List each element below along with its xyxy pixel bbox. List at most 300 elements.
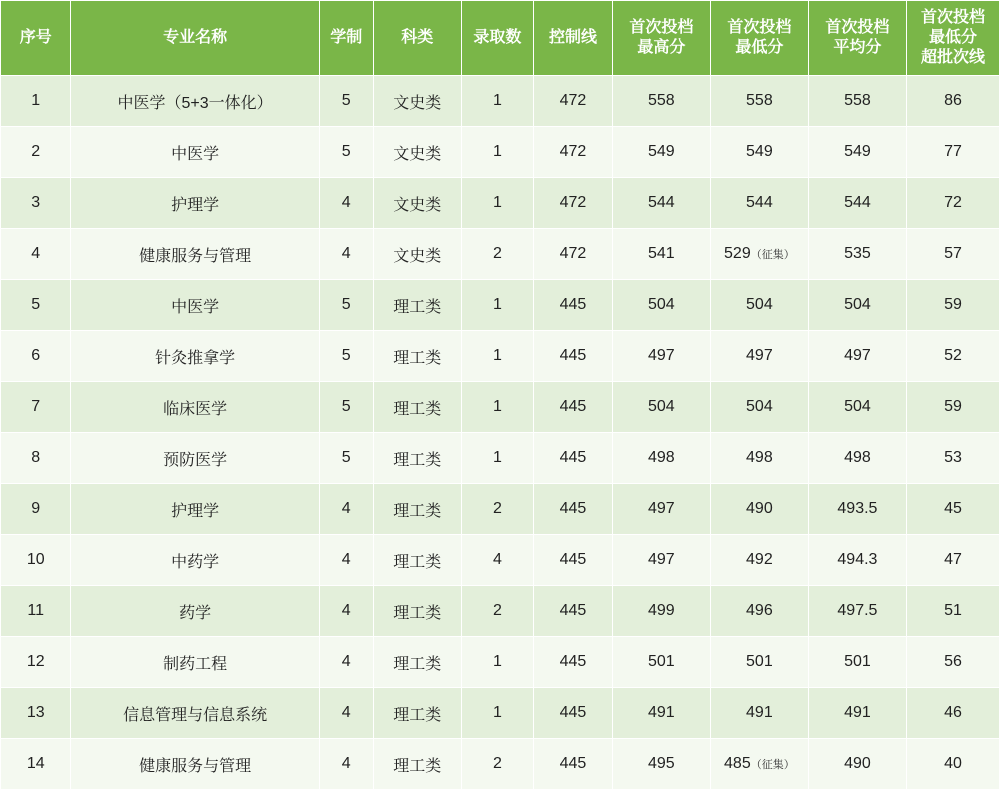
column-header-index: [1, 1, 71, 76]
cell-major: [71, 280, 319, 331]
cell-index: [1, 637, 71, 688]
cell-control-line: [534, 331, 613, 382]
cell-avg-score-value: 491: [844, 704, 871, 721]
cell-index-value: 6: [31, 347, 41, 364]
column-header-line: 学制: [330, 29, 363, 46]
cell-length: [319, 586, 373, 637]
cell-min-score-value: 544: [746, 194, 773, 211]
cell-length-value: 5: [341, 347, 351, 364]
cell-index: [1, 739, 71, 790]
cell-count-value: 1: [492, 704, 502, 721]
cell-category: [373, 739, 461, 790]
cell-control-line: [534, 433, 613, 484]
cell-min-score: [710, 739, 808, 790]
cell-avg-score: [808, 331, 906, 382]
cell-min-score-value: 549: [746, 143, 773, 160]
cell-index-value: 12: [26, 653, 45, 670]
cell-category-value: 理工类: [393, 502, 442, 520]
column-header-line: 专业名称: [163, 29, 228, 46]
cell-index: [1, 280, 71, 331]
cell-category: [373, 178, 461, 229]
cell-max-score: [612, 637, 710, 688]
cell-count: [461, 127, 534, 178]
column-header-length: [319, 1, 373, 76]
cell-avg-score: [808, 280, 906, 331]
cell-count: [461, 76, 534, 127]
column-header-line: 最高分: [637, 39, 686, 56]
cell-max-score: [612, 586, 710, 637]
cell-over-line-value: 45: [944, 500, 962, 517]
cell-count: [461, 229, 534, 280]
table-body: [1, 76, 1000, 790]
cell-over-line-value: 46: [944, 704, 962, 721]
column-header-line: 首次投档: [727, 19, 792, 36]
cell-min-score-note: （征集）: [750, 759, 795, 771]
cell-min-score-value: 490: [746, 500, 773, 517]
cell-avg-score: [808, 637, 906, 688]
cell-max-score: [612, 484, 710, 535]
cell-max-score: [612, 382, 710, 433]
cell-max-score-value: 497: [647, 500, 675, 517]
cell-control-line: [534, 688, 613, 739]
table-row: [1, 382, 1000, 433]
cell-major: [71, 76, 319, 127]
cell-category-value: 理工类: [393, 400, 442, 418]
cell-max-score-value: 504: [647, 296, 675, 313]
cell-index: [1, 382, 71, 433]
cell-control-line-value: 445: [559, 653, 587, 670]
cell-over-line-value: 77: [944, 143, 962, 160]
cell-index: [1, 331, 71, 382]
table-row: [1, 535, 1000, 586]
cell-length: [319, 331, 373, 382]
column-header-line: 超批次线: [920, 49, 985, 66]
cell-category: [373, 76, 461, 127]
cell-avg-score-value: 490: [844, 755, 871, 772]
cell-min-score: [710, 280, 808, 331]
cell-min-score-value: 558: [746, 92, 773, 109]
cell-control-line-value: 472: [559, 92, 587, 109]
cell-min-score-value: 504: [746, 296, 773, 313]
cell-control-line-value: 445: [559, 398, 587, 415]
cell-over-line: [906, 331, 999, 382]
cell-major: [71, 331, 319, 382]
column-header-avg-score: [808, 1, 906, 76]
cell-max-score-value: 541: [647, 245, 675, 262]
cell-min-score: [710, 637, 808, 688]
cell-over-line: [906, 280, 999, 331]
cell-control-line: [534, 280, 613, 331]
cell-index: [1, 688, 71, 739]
cell-over-line-value: 72: [944, 194, 962, 211]
cell-avg-score-value: 535: [844, 245, 871, 262]
cell-max-score-value: 499: [647, 602, 675, 619]
cell-max-score: [612, 280, 710, 331]
cell-category-value: 文史类: [393, 94, 442, 112]
cell-index: [1, 484, 71, 535]
column-header-line: 控制线: [548, 29, 597, 46]
cell-control-line-value: 472: [559, 245, 587, 262]
column-header-line: 最低分: [928, 29, 977, 46]
cell-category-value: 理工类: [393, 451, 442, 469]
column-header-line: 科类: [401, 29, 434, 46]
cell-count-value: 1: [492, 296, 502, 313]
cell-avg-score-value: 497: [844, 347, 871, 364]
cell-avg-score-value: 544: [844, 194, 871, 211]
cell-index-value: 14: [26, 755, 45, 772]
cell-max-score-value: 549: [647, 143, 675, 160]
cell-over-line: [906, 739, 999, 790]
cell-max-score-value: 501: [647, 653, 675, 670]
cell-count-value: 2: [492, 602, 502, 619]
cell-count-value: 1: [492, 92, 502, 109]
cell-index-value: 1: [31, 92, 41, 109]
cell-category-value: 理工类: [393, 604, 442, 622]
column-header-line: 录取数: [473, 29, 522, 46]
cell-avg-score-value: 501: [844, 653, 871, 670]
cell-avg-score: [808, 433, 906, 484]
cell-min-score-value: 504: [746, 398, 773, 415]
cell-major-value: 中医学: [171, 145, 220, 163]
cell-length-value: 4: [341, 245, 351, 262]
cell-min-score-value: 501: [746, 653, 773, 670]
cell-length: [319, 127, 373, 178]
cell-length-value: 5: [341, 296, 351, 313]
cell-length: [319, 280, 373, 331]
column-header-major: [71, 1, 319, 76]
cell-max-score-value: 558: [647, 92, 675, 109]
cell-max-score-value: 495: [647, 755, 675, 772]
cell-count-value: 1: [492, 143, 502, 160]
cell-length-value: 4: [341, 500, 351, 517]
cell-index: [1, 178, 71, 229]
cell-length-value: 4: [341, 653, 351, 670]
cell-length: [319, 178, 373, 229]
cell-control-line: [534, 535, 613, 586]
cell-max-score-value: 497: [647, 551, 675, 568]
cell-category-value: 文史类: [393, 196, 442, 214]
cell-control-line: [534, 127, 613, 178]
cell-major-value: 中药学: [171, 553, 220, 571]
cell-count: [461, 331, 534, 382]
cell-control-line-value: 445: [559, 602, 587, 619]
column-header-over-line: [906, 1, 999, 76]
column-header-count: [461, 1, 534, 76]
cell-length: [319, 535, 373, 586]
cell-index-value: 9: [31, 500, 41, 517]
cell-avg-score: [808, 178, 906, 229]
cell-length-value: 4: [341, 551, 351, 568]
cell-min-score: [710, 433, 808, 484]
cell-count-value: 1: [492, 449, 502, 466]
cell-control-line: [534, 382, 613, 433]
cell-control-line-value: 445: [559, 500, 587, 517]
cell-category-value: 理工类: [393, 553, 442, 571]
cell-over-line: [906, 688, 999, 739]
cell-category: [373, 433, 461, 484]
column-header-line: 首次投档: [825, 19, 890, 36]
cell-category: [373, 331, 461, 382]
cell-max-score: [612, 331, 710, 382]
table-row: [1, 280, 1000, 331]
cell-max-score-value: 504: [647, 398, 675, 415]
cell-over-line: [906, 127, 999, 178]
cell-over-line-value: 53: [944, 449, 962, 466]
cell-over-line: [906, 535, 999, 586]
cell-index-value: 3: [31, 194, 41, 211]
cell-category: [373, 688, 461, 739]
cell-count-value: 2: [492, 245, 502, 262]
cell-count: [461, 688, 534, 739]
cell-count-value: 1: [492, 653, 502, 670]
column-header-line: 最低分: [735, 39, 784, 56]
cell-count-value: 2: [492, 500, 502, 517]
cell-avg-score: [808, 382, 906, 433]
cell-avg-score-value: 494.3: [837, 551, 878, 568]
cell-major: [71, 739, 319, 790]
cell-min-score: [710, 229, 808, 280]
cell-max-score-value: 497: [647, 347, 675, 364]
cell-over-line-value: 51: [944, 602, 962, 619]
cell-min-score: [710, 484, 808, 535]
cell-major-value: 护理学: [171, 502, 220, 520]
cell-control-line-value: 445: [559, 347, 587, 364]
cell-max-score: [612, 178, 710, 229]
cell-count-value: 2: [492, 755, 502, 772]
cell-major: [71, 586, 319, 637]
cell-length-value: 4: [341, 602, 351, 619]
cell-control-line-value: 445: [559, 551, 587, 568]
cell-count-value: 1: [492, 194, 502, 211]
cell-category: [373, 484, 461, 535]
cell-max-score-value: 491: [647, 704, 675, 721]
cell-length-value: 5: [341, 92, 351, 109]
cell-index-value: 11: [27, 602, 45, 619]
cell-length-value: 5: [341, 398, 351, 415]
cell-min-score-value: 496: [746, 602, 773, 619]
cell-category: [373, 535, 461, 586]
cell-min-score: [710, 127, 808, 178]
column-header-min-score: [710, 1, 808, 76]
cell-major-value: 护理学: [171, 196, 220, 214]
cell-count: [461, 178, 534, 229]
cell-major: [71, 433, 319, 484]
cell-avg-score: [808, 76, 906, 127]
cell-category: [373, 229, 461, 280]
table-row: [1, 637, 1000, 688]
cell-major: [71, 484, 319, 535]
cell-index: [1, 229, 71, 280]
table-row: [1, 229, 1000, 280]
cell-length: [319, 76, 373, 127]
cell-avg-score-value: 549: [844, 143, 871, 160]
cell-count: [461, 433, 534, 484]
table-header: [1, 1, 1000, 76]
cell-control-line: [534, 178, 613, 229]
cell-major-value: 制药工程: [163, 655, 228, 673]
cell-major-value: 药学: [179, 604, 212, 622]
cell-major-value: 临床医学: [163, 400, 228, 418]
cell-avg-score-value: 497.5: [837, 602, 878, 619]
cell-count-value: 4: [492, 551, 502, 568]
cell-category: [373, 586, 461, 637]
cell-control-line: [534, 229, 613, 280]
cell-length: [319, 382, 373, 433]
cell-category-value: 文史类: [393, 247, 442, 265]
column-header-category: [373, 1, 461, 76]
cell-major: [71, 688, 319, 739]
cell-avg-score: [808, 535, 906, 586]
cell-category-value: 理工类: [393, 655, 442, 673]
cell-min-score: [710, 688, 808, 739]
cell-index: [1, 433, 71, 484]
cell-control-line-value: 445: [559, 296, 587, 313]
cell-avg-score: [808, 484, 906, 535]
table-row: [1, 484, 1000, 535]
cell-length: [319, 229, 373, 280]
cell-category-value: 文史类: [393, 145, 442, 163]
cell-min-score-value: 498: [746, 449, 773, 466]
cell-major-value: 健康服务与管理: [139, 247, 252, 265]
cell-major-value: 中医学: [171, 298, 220, 316]
cell-min-score: [710, 331, 808, 382]
cell-count-value: 1: [492, 398, 502, 415]
cell-avg-score-value: 504: [844, 398, 871, 415]
table-header-row: [1, 1, 1000, 76]
cell-count: [461, 484, 534, 535]
cell-max-score-value: 544: [647, 194, 675, 211]
cell-max-score: [612, 229, 710, 280]
cell-min-score-value: 491: [746, 704, 773, 721]
table-row: [1, 76, 1000, 127]
column-header-line: 序号: [19, 29, 52, 46]
cell-count: [461, 586, 534, 637]
table-row: [1, 433, 1000, 484]
cell-avg-score: [808, 229, 906, 280]
cell-min-score: [710, 382, 808, 433]
cell-category: [373, 637, 461, 688]
cell-length: [319, 433, 373, 484]
cell-category: [373, 127, 461, 178]
cell-index-value: 4: [31, 245, 41, 262]
cell-category-value: 理工类: [393, 706, 442, 724]
cell-length-value: 4: [341, 194, 351, 211]
cell-index-value: 13: [26, 704, 45, 721]
cell-index: [1, 586, 71, 637]
cell-major-value: 健康服务与管理: [139, 757, 252, 775]
cell-control-line: [534, 586, 613, 637]
cell-min-score-value: 492: [746, 551, 773, 568]
table-row: [1, 178, 1000, 229]
cell-avg-score: [808, 688, 906, 739]
cell-count: [461, 280, 534, 331]
cell-avg-score: [808, 739, 906, 790]
cell-over-line-value: 40: [944, 755, 962, 772]
cell-length-value: 5: [341, 143, 351, 160]
cell-min-score: [710, 535, 808, 586]
cell-min-score-value: 529: [724, 245, 751, 262]
table-row: [1, 331, 1000, 382]
cell-over-line: [906, 433, 999, 484]
cell-over-line: [906, 637, 999, 688]
cell-length-value: 5: [341, 449, 351, 466]
cell-category: [373, 382, 461, 433]
column-header-control-line: [534, 1, 613, 76]
cell-category: [373, 280, 461, 331]
cell-min-score-value: 485: [724, 755, 751, 772]
cell-avg-score-value: 504: [844, 296, 871, 313]
cell-major: [71, 535, 319, 586]
table-row: [1, 127, 1000, 178]
cell-control-line-value: 445: [559, 449, 587, 466]
cell-length-value: 4: [341, 755, 351, 772]
cell-over-line-value: 86: [944, 92, 962, 109]
cell-major-value: 针灸推拿学: [155, 349, 236, 367]
cell-count-value: 1: [492, 347, 502, 364]
column-header-max-score: [612, 1, 710, 76]
cell-major: [71, 382, 319, 433]
cell-index: [1, 127, 71, 178]
cell-over-line-value: 57: [944, 245, 962, 262]
cell-avg-score: [808, 127, 906, 178]
cell-index-value: 10: [26, 551, 45, 568]
cell-over-line-value: 47: [944, 551, 962, 568]
cell-index-value: 7: [31, 398, 41, 415]
cell-length: [319, 739, 373, 790]
cell-over-line: [906, 382, 999, 433]
cell-length: [319, 484, 373, 535]
cell-index: [1, 76, 71, 127]
cell-max-score-value: 498: [647, 449, 675, 466]
cell-count: [461, 382, 534, 433]
cell-control-line-value: 445: [559, 704, 587, 721]
cell-over-line: [906, 178, 999, 229]
cell-index: [1, 535, 71, 586]
cell-major-value: 中医学（5+3一体化）: [117, 94, 273, 112]
cell-max-score: [612, 535, 710, 586]
cell-min-score-value: 497: [746, 347, 773, 364]
cell-count: [461, 535, 534, 586]
table-row: [1, 739, 1000, 790]
cell-max-score: [612, 127, 710, 178]
cell-length-value: 4: [341, 704, 351, 721]
cell-over-line: [906, 76, 999, 127]
cell-avg-score: [808, 586, 906, 637]
cell-min-score: [710, 76, 808, 127]
cell-major: [71, 127, 319, 178]
cell-min-score: [710, 178, 808, 229]
column-header-line: 首次投档: [629, 19, 694, 36]
cell-control-line: [534, 739, 613, 790]
cell-major: [71, 178, 319, 229]
cell-control-line-value: 445: [559, 755, 587, 772]
cell-index-value: 5: [31, 296, 41, 313]
cell-min-score-note: （征集）: [750, 249, 795, 261]
column-header-line: 首次投档: [920, 9, 985, 26]
cell-max-score: [612, 739, 710, 790]
column-header-line: 平均分: [833, 39, 882, 56]
table-row: [1, 688, 1000, 739]
cell-over-line-value: 59: [944, 398, 962, 415]
cell-category-value: 理工类: [393, 349, 442, 367]
cell-index-value: 8: [31, 449, 41, 466]
cell-major: [71, 229, 319, 280]
cell-control-line: [534, 76, 613, 127]
cell-length: [319, 637, 373, 688]
cell-over-line-value: 59: [944, 296, 962, 313]
cell-control-line: [534, 637, 613, 688]
cell-control-line-value: 472: [559, 143, 587, 160]
